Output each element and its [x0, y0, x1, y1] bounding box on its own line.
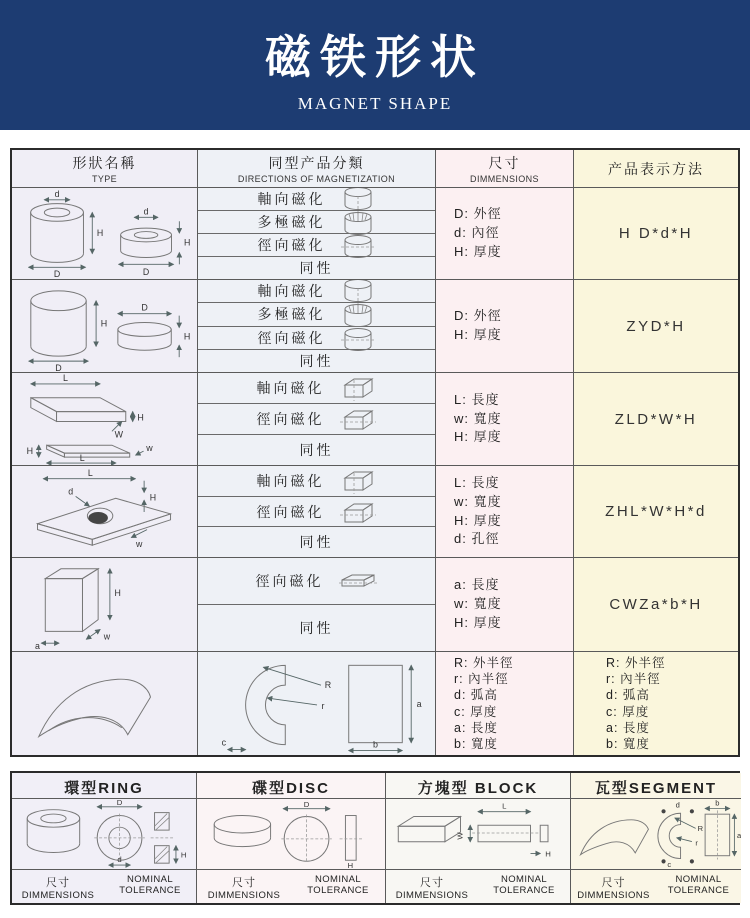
svg-text:R: R: [324, 679, 331, 690]
notation-line: d: 弧高: [606, 688, 650, 703]
magnetization-label: 徑向磁化: [256, 503, 325, 520]
footer-dimensions: 尺寸 DIMMENSIONS: [207, 877, 281, 901]
dimension-line: H: 厚度: [454, 614, 502, 630]
svg-text:w: w: [146, 442, 153, 453]
svg-text:r: r: [695, 838, 698, 848]
table-row-cylinder: [12, 279, 738, 372]
dimension-line: b: 寬度: [454, 737, 498, 751]
notation-code: ZLD*W*H: [614, 410, 698, 428]
block-axial-icon: [339, 374, 377, 402]
svg-text:W: W: [114, 428, 124, 439]
svg-text:H: H: [96, 227, 104, 238]
svg-text:w: w: [103, 630, 111, 641]
notation-line: b: 寬度: [606, 737, 650, 751]
svg-text:D: D: [116, 799, 123, 807]
magnetization-label: 軸向磁化: [256, 380, 325, 396]
notation-code: H D*d*H: [618, 225, 694, 242]
svg-text:L: L: [502, 801, 507, 811]
svg-text:a: a: [35, 640, 40, 651]
footer-tolerance: NOMINAL TOLERANCE: [119, 874, 181, 896]
magnetization-label: 徑向磁化: [257, 329, 326, 346]
block-with-hole-diagram: [13, 467, 196, 557]
col-header-magnetization-zh: 同型产品分類: [268, 155, 365, 171]
table-row-tall-block: [12, 557, 738, 651]
page-subtitle: MAGNET SHAPE: [297, 94, 453, 113]
table-row-block: [12, 372, 738, 465]
svg-text:d: d: [143, 205, 149, 216]
magnetization-row: [198, 188, 435, 211]
cylinder-multipole-icon: [340, 301, 376, 327]
svg-text:b: b: [715, 799, 720, 808]
col-header-magnetization-en: DIRECTIONS OF MAGNETIZATION: [237, 174, 396, 184]
svg-text:d: d: [117, 855, 122, 865]
svg-text:b: b: [372, 739, 378, 750]
footer-tolerance: NOMINAL TOLERANCE: [667, 874, 730, 896]
section-segment-title: 瓦型SEGMENT: [571, 773, 741, 799]
dimension-line: H: 厚度: [454, 429, 502, 445]
svg-text:d: d: [54, 188, 60, 199]
svg-text:H: H: [183, 330, 191, 341]
col-header-magnetization: [197, 150, 435, 187]
dimension-line: H: 厚度: [454, 327, 502, 342]
dimension-line: c: 厚度: [454, 704, 498, 719]
magnetization-label: 多極磁化: [257, 214, 326, 230]
svg-text:L: L: [62, 373, 68, 383]
svg-text:D: D: [55, 362, 62, 372]
magnetization-row: [198, 350, 435, 372]
footer-tolerance: NOMINAL TOLERANCE: [493, 874, 555, 896]
notation-line: a: 長度: [606, 720, 650, 735]
magnetization-row: [198, 211, 435, 234]
footer-dimensions: 尺寸 DIMMENSIONS: [395, 877, 469, 901]
dimension-line: a: 長度: [454, 720, 498, 735]
magnetization-label: 同性: [299, 352, 334, 369]
magnetization-row: [198, 497, 435, 528]
cylinder-radial-icon: [340, 325, 376, 351]
section-block-title: 方塊型 BLOCK: [386, 773, 570, 799]
magnetization-label: 徑向磁化: [256, 411, 325, 427]
plate-radial-icon: [338, 570, 378, 592]
svg-text:H: H: [545, 849, 551, 859]
notation-code: ZHL*W*H*d: [605, 503, 707, 520]
banner: [0, 0, 750, 130]
svg-text:d: d: [675, 800, 680, 810]
ring-diagram: [13, 189, 196, 279]
svg-text:R: R: [697, 824, 704, 834]
dimension-line: w: 寬度: [454, 410, 502, 426]
section-disc-title: 碟型DISC: [197, 773, 385, 799]
dimension-line: a: 長度: [454, 577, 500, 593]
svg-text:W: W: [455, 832, 465, 840]
col-header-dimensions-en: DIMMENSIONS: [470, 174, 539, 184]
tolerance-table: [10, 771, 740, 905]
col-header-type-zh: 形狀名稱: [72, 155, 137, 171]
magnetization-row: [198, 404, 435, 435]
svg-text:H: H: [180, 850, 187, 860]
svg-text:d: d: [68, 485, 74, 496]
magnetization-label: 同性: [299, 442, 334, 458]
svg-text:r: r: [320, 700, 324, 711]
svg-text:D: D: [141, 302, 148, 313]
magnetization-row: [198, 303, 435, 326]
dimension-line: H: 厚度: [454, 243, 502, 259]
tall-block-diagram: [13, 559, 196, 651]
table-header-row: [12, 150, 738, 187]
magnetization-row: [198, 257, 435, 279]
magnetization-label: 軸向磁化: [257, 191, 326, 207]
ring-views-diagram: [16, 799, 192, 869]
magnetization-label: 同性: [299, 260, 334, 276]
col-header-type: [12, 150, 197, 187]
dimension-line: d: 弧高: [454, 688, 498, 703]
svg-text:D: D: [53, 268, 61, 279]
block-diagram: [13, 374, 196, 465]
col-header-notation: [573, 150, 738, 187]
section-segment: [570, 773, 741, 903]
svg-text:H: H: [149, 491, 157, 502]
magnetization-label: 徑向磁化: [257, 237, 326, 253]
magnetization-row: [198, 435, 435, 465]
dimension-line: H: 厚度: [454, 512, 502, 528]
svg-text:L: L: [79, 452, 85, 463]
block-radial-icon: [339, 499, 377, 525]
page-title: 磁铁形状: [265, 31, 485, 83]
segment-views-diagram: [200, 653, 434, 755]
magnetization-row: [198, 373, 435, 404]
disc-views-diagram: [203, 799, 379, 869]
section-block: [385, 773, 570, 903]
dimension-line: w: 寬度: [454, 596, 502, 612]
svg-text:w: w: [136, 538, 143, 549]
magnetization-row: [198, 234, 435, 257]
magnet-shape-table: [10, 148, 740, 757]
footer-dimensions: 尺寸 DIMMENSIONS: [577, 877, 650, 901]
section-ring: [12, 773, 196, 903]
svg-text:D: D: [303, 799, 310, 809]
magnetization-row: [198, 605, 435, 651]
magnetization-label: 同性: [299, 620, 334, 636]
magnetization-label: 軸向磁化: [256, 472, 325, 489]
dimension-line: R: 外半徑: [454, 655, 514, 670]
dimension-line: w: 寬度: [454, 493, 502, 509]
segment-diagram: [13, 653, 196, 755]
magnetization-row: [198, 466, 435, 497]
dimension-line: d: 孔徑: [454, 531, 500, 547]
svg-text:L: L: [87, 467, 93, 478]
svg-text:H: H: [26, 445, 34, 456]
magnetization-row: [198, 327, 435, 350]
section-disc: [196, 773, 385, 903]
notation-line: r: 內半徑: [606, 672, 661, 686]
col-header-dimensions-zh: 尺寸: [488, 155, 521, 171]
cylinder-radial-icon: [340, 232, 376, 258]
block-radial-icon: [339, 406, 377, 432]
dimension-line: D: 外徑: [454, 206, 502, 222]
svg-text:a: a: [737, 830, 741, 840]
notation-line: c: 厚度: [606, 704, 650, 719]
svg-text:H: H: [114, 587, 121, 598]
footer-dimensions: 尺寸 DIMMENSIONS: [21, 877, 95, 901]
magnetization-row: [198, 558, 435, 605]
table-row-segment: [12, 651, 738, 755]
col-header-notation-zh: 产品表示方法: [608, 160, 704, 177]
magnetization-row: [198, 527, 435, 557]
magnetization-row: [198, 280, 435, 303]
segment-views-cell: [198, 652, 435, 755]
cylinder-diagram: [13, 281, 196, 372]
notation-line: R: 外半徑: [606, 655, 666, 670]
dimension-line: D: 外徑: [454, 308, 502, 324]
section-ring-title: 環型RING: [12, 773, 196, 799]
dimension-line: d: 內徑: [454, 225, 500, 241]
svg-text:H: H: [100, 318, 108, 328]
block-axial-icon: [339, 467, 377, 495]
svg-text:H: H: [137, 411, 144, 422]
svg-text:D: D: [142, 266, 150, 277]
magnetization-label: 軸向磁化: [257, 283, 326, 300]
magnetization-label: 徑向磁化: [255, 573, 324, 589]
magnetization-label: 同性: [299, 534, 334, 551]
dimension-line: L: 長度: [454, 474, 500, 490]
svg-text:H: H: [183, 237, 191, 248]
svg-text:c: c: [667, 860, 672, 869]
magnetization-label: 多極磁化: [257, 306, 326, 323]
svg-text:c: c: [221, 737, 226, 748]
footer-tolerance: NOMINAL TOLERANCE: [307, 874, 369, 896]
dimension-line: L: 長度: [454, 391, 500, 407]
notation-code: CWZa*b*H: [609, 596, 703, 613]
svg-text:H: H: [347, 861, 354, 869]
col-header-dimensions: [435, 150, 573, 187]
svg-text:a: a: [416, 698, 422, 709]
col-header-type-en: TYPE: [91, 174, 118, 184]
table-row-ring: [12, 187, 738, 279]
segment-views-diagram-small: [571, 799, 741, 869]
table-row-block-with-hole: [12, 465, 738, 557]
dimension-line: r: 內半徑: [454, 672, 509, 686]
block-views-diagram: [390, 799, 566, 869]
notation-code: ZYD*H: [626, 317, 686, 335]
